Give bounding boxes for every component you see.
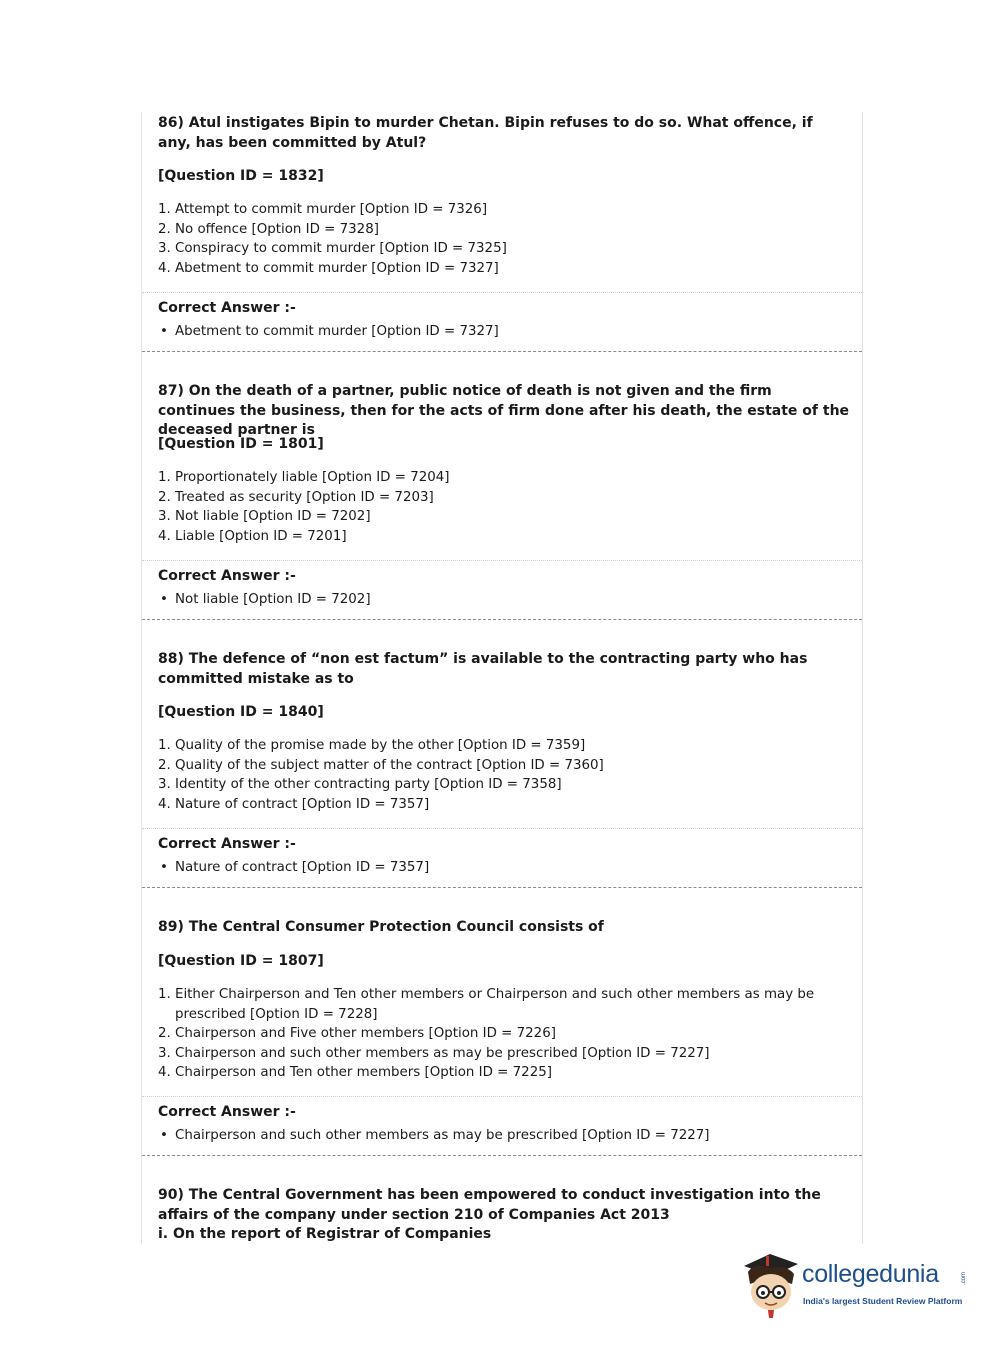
logo-suffix: .com	[961, 1272, 967, 1286]
question-text: 89) The Central Consumer Protection Council consists of	[158, 919, 604, 935]
correct-answer-label: Correct Answer :-	[158, 1104, 296, 1120]
question-text: 90) The Central Government has been empowered to conduct investigation into the affairs of the company under section 210 of Companies Act 2013	[158, 1187, 821, 1223]
option-item: 1. Quality of the promise made by the other [Option ID = 7359]	[158, 738, 586, 753]
option-item: 3. Conspiracy to commit murder [Option ID = 7325]	[158, 241, 507, 256]
option-list	[158, 736, 848, 814]
question-id: [Question ID = 1807]	[158, 953, 324, 969]
option-list	[158, 200, 848, 278]
option-item: 3. Identity of the other contracting party [Option ID = 7358]	[158, 777, 562, 792]
correct-answer: • Nature of contract [Option ID = 7357]	[160, 860, 430, 875]
question-id: [Question ID = 1801]	[158, 436, 324, 452]
option-item: 2. No offence [Option ID = 7328]	[158, 221, 379, 237]
question-divider	[142, 619, 862, 620]
option-item: 3. Chairperson and such other members as may be prescribed [Option ID = 7227]	[158, 1045, 710, 1061]
collegedunia-logo	[740, 1250, 970, 1320]
option-item: 2. Chairperson and Five other members [Option ID = 7226]	[158, 1026, 556, 1041]
question-divider	[142, 351, 862, 352]
option-item: 1. Attempt to commit murder [Option ID = 7326]	[158, 202, 488, 217]
section-divider	[142, 292, 862, 293]
question-id: [Question ID = 1832]	[158, 168, 324, 184]
option-item: 4. Liable [Option ID = 7201]	[158, 528, 347, 544]
option-item: 4. Abetment to commit murder [Option ID = 7327]	[158, 260, 499, 276]
option-item: 2. Treated as security [Option ID = 7203]	[158, 489, 434, 505]
correct-answer-label: Correct Answer :-	[158, 568, 296, 584]
correct-answer: • Not liable [Option ID = 7202]	[160, 592, 371, 607]
option-item: 3. Not liable [Option ID = 7202]	[158, 509, 371, 524]
correct-answer-label: Correct Answer :-	[158, 300, 296, 316]
option-item: 4. Nature of contract [Option ID = 7357]	[158, 796, 430, 812]
question-text: 88) The defence of “non est factum” is available to the contracting party who has committed mistake as to	[158, 651, 808, 687]
option-item: 1. Proportionately liable [Option ID = 7204]	[158, 470, 450, 485]
question-text: 86) Atul instigates Bipin to murder Chetan. Bipin refuses to do so. What offence, if any, has been committed by Atul?	[158, 115, 813, 151]
correct-answer: • Abetment to commit murder [Option ID = 7327]	[160, 324, 499, 339]
question-divider	[142, 1155, 862, 1156]
question-id: [Question ID = 1840]	[158, 704, 324, 720]
option-item: 4. Chairperson and Ten other members [Option ID = 7225]	[158, 1065, 552, 1080]
question-text: 87) On the death of a partner, public notice of death is not given and the firm continues the business, then for the acts of firm done after his death, the estate of the deceased partner is	[158, 383, 850, 438]
option-item: 2. Quality of the subject matter of the contract [Option ID = 7360]	[158, 757, 604, 773]
section-divider	[142, 560, 862, 561]
section-divider	[142, 1096, 862, 1097]
logo-tagline: India's largest Student Review Platform	[803, 1296, 963, 1306]
question-subline: i. On the report of Registrar of Companies	[158, 1226, 492, 1242]
correct-answer: • Chairperson and such other members as may be prescribed [Option ID = 7227]	[160, 1128, 710, 1143]
question-paper-sheet	[141, 112, 863, 1244]
correct-answer-label: Correct Answer :-	[158, 836, 296, 852]
logo-wordmark: collegedunia	[802, 1260, 939, 1288]
section-divider	[142, 828, 862, 829]
mascot-icon	[740, 1250, 802, 1320]
option-list	[158, 468, 848, 546]
question-divider	[142, 887, 862, 888]
option-item: 1. Either Chairperson and Ten other members or Chairperson and such other members as may be prescribed [Option ID = 7228]	[158, 987, 815, 1022]
option-list	[158, 985, 848, 1083]
